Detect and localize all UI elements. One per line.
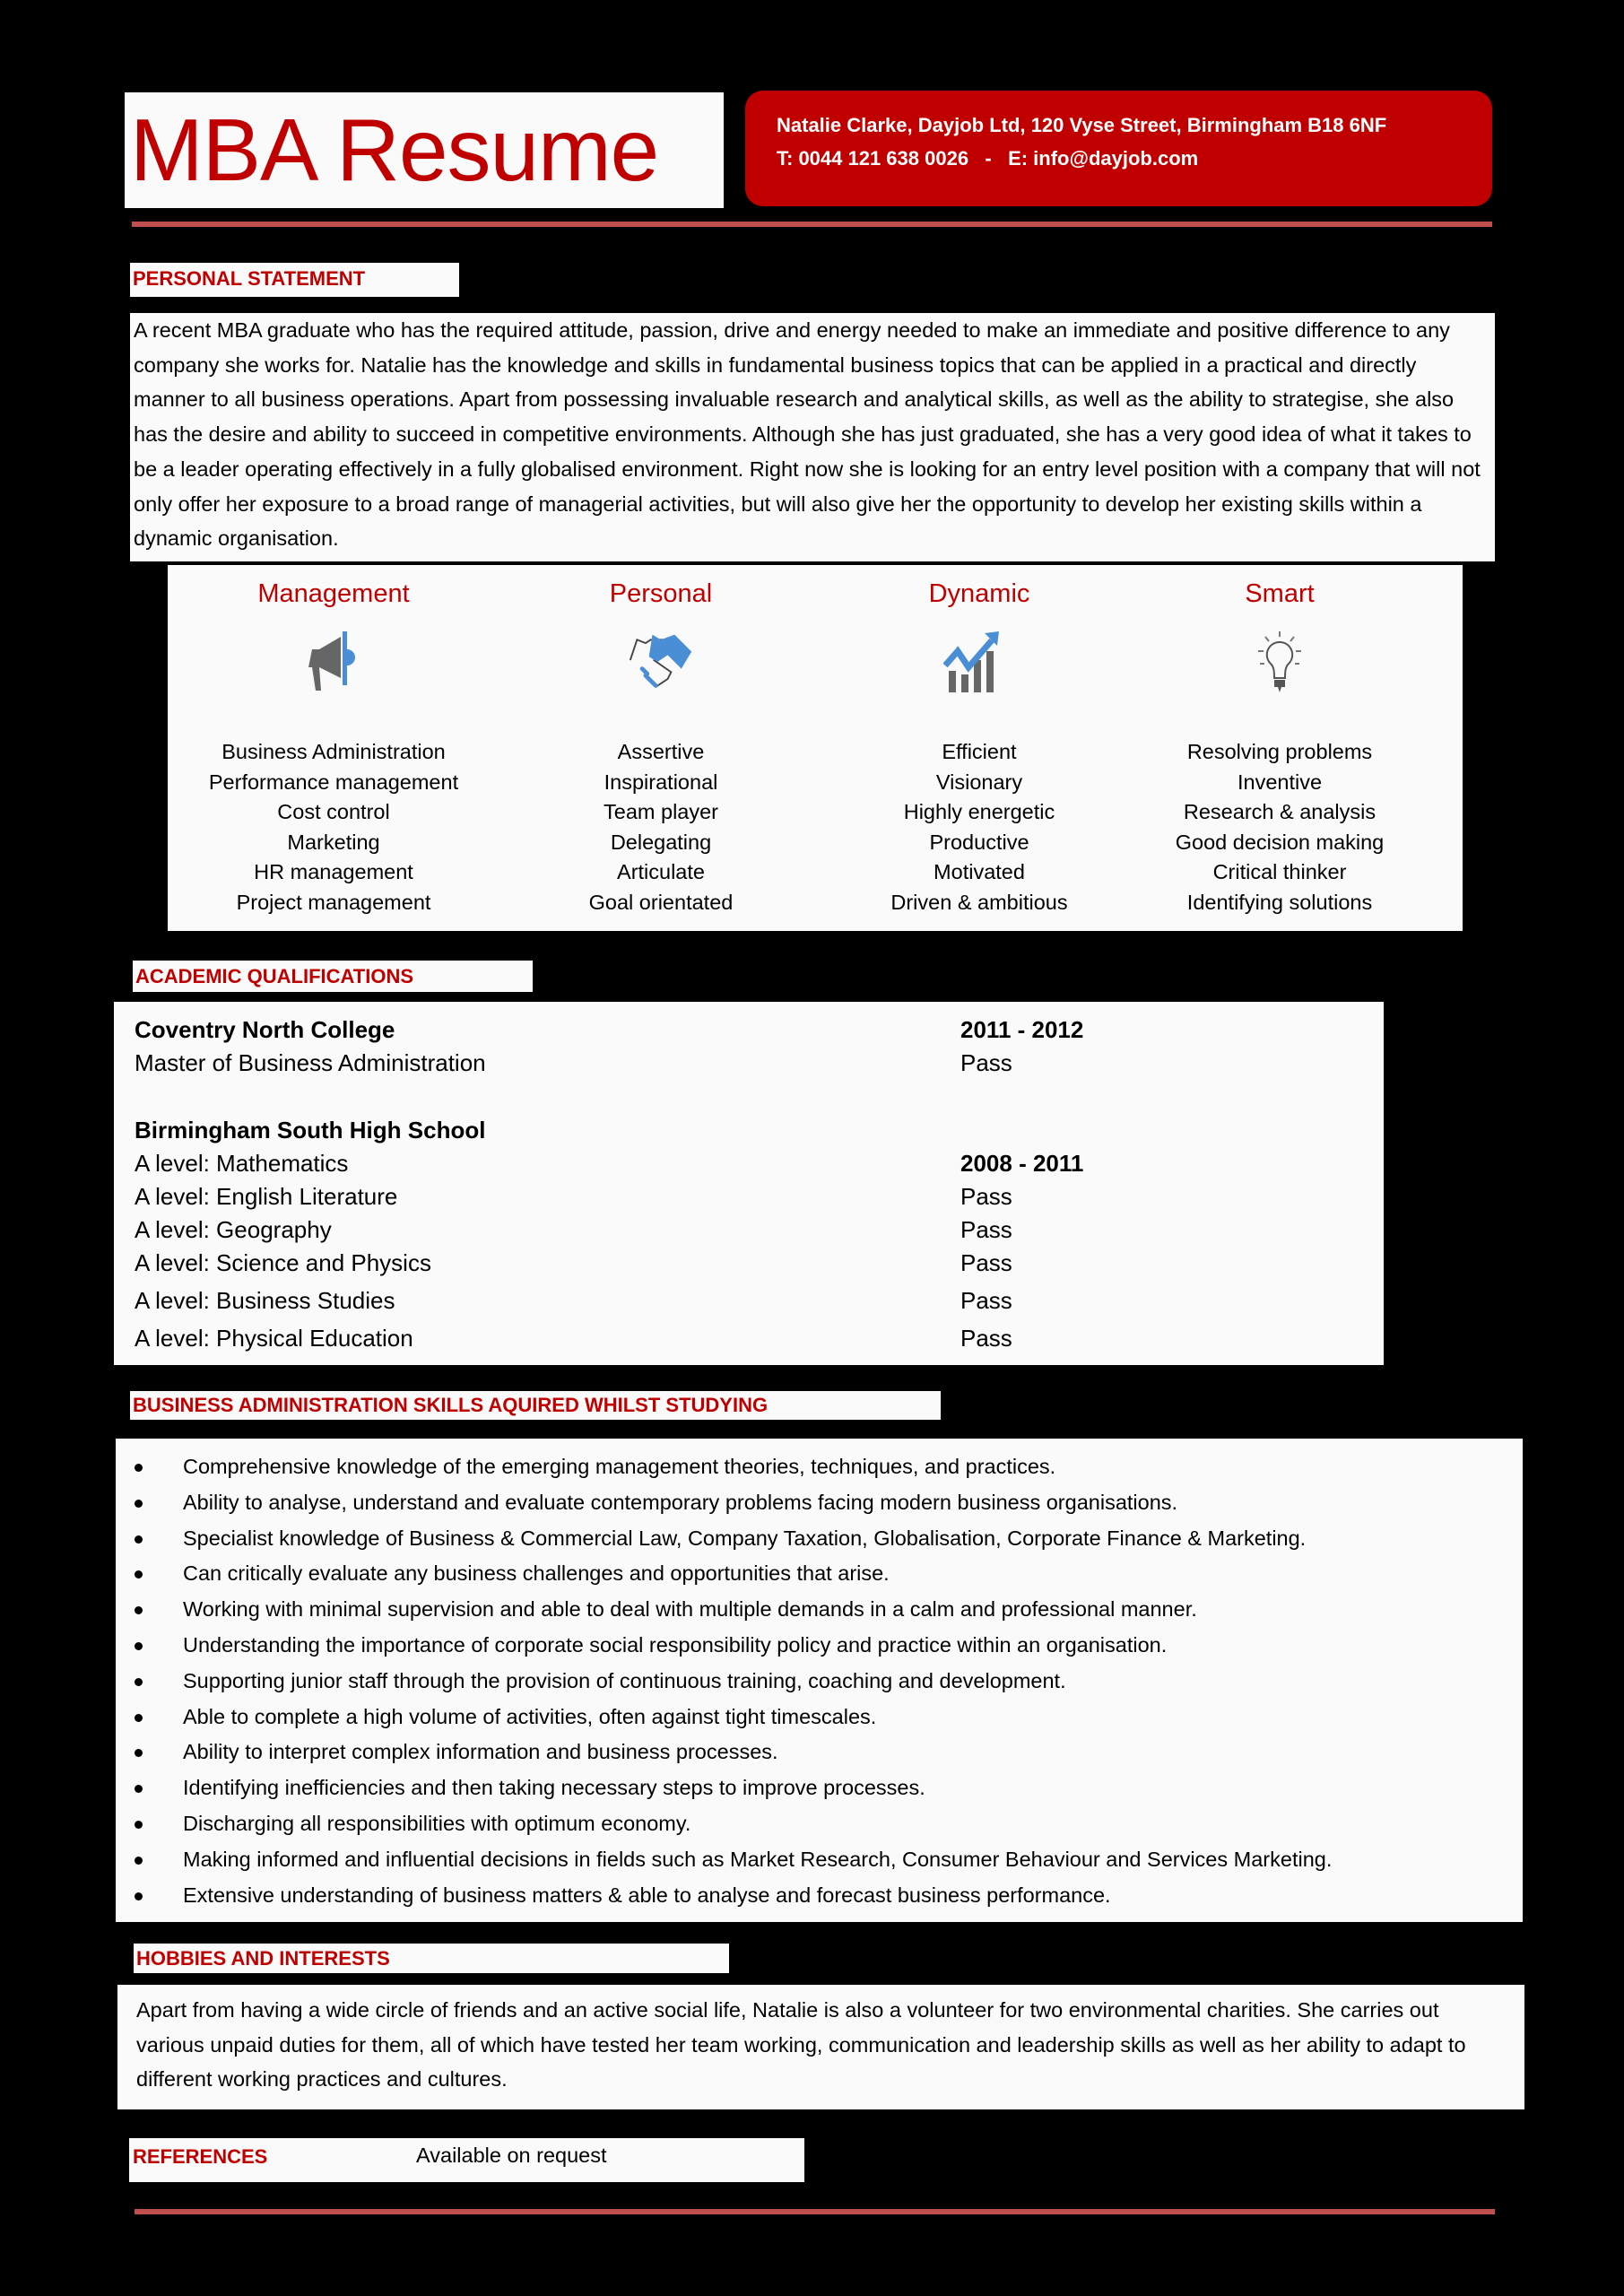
subject: A level: Business Studies <box>135 1287 395 1314</box>
contact-box <box>745 91 1492 206</box>
skill-item: Project management <box>236 890 431 914</box>
bullet-icon <box>135 1892 143 1900</box>
business-skills-panel <box>116 1439 1523 1922</box>
skill-item: Team player <box>604 800 718 823</box>
college-name: Coventry North College <box>135 1016 395 1043</box>
subject-result: Pass <box>960 1216 1012 1243</box>
bullet-icon <box>135 1464 143 1472</box>
college-years: 2011 - 2012 <box>960 1016 1084 1043</box>
skill-heading: Smart <box>1245 579 1315 608</box>
business-skill-item <box>116 1770 1332 1806</box>
skill-item: Inventive <box>1237 770 1323 794</box>
business-skill-item <box>116 1449 1332 1485</box>
degree-result: Pass <box>960 1049 1012 1076</box>
page-title: MBA Resume <box>130 100 659 199</box>
bullet-icon <box>135 1678 143 1686</box>
skill-item: Articulate <box>617 860 705 883</box>
skill-heading: Dynamic <box>928 579 1030 608</box>
skill-item: HR management <box>254 860 413 883</box>
bullet-icon <box>135 1570 143 1578</box>
skill-item: Highly energetic <box>903 800 1055 823</box>
references-label: REFERENCES <box>133 2145 268 2168</box>
bullet-icon <box>135 1500 143 1508</box>
subject-result: Pass <box>960 1325 1012 1352</box>
subject: A level: Physical Education <box>135 1325 413 1352</box>
subject-result: Pass <box>960 1249 1012 1276</box>
references-value: Available on request <box>416 2144 607 2167</box>
business-skill-item <box>116 1806 1332 1842</box>
skill-item: Performance management <box>208 770 459 794</box>
subject-result: Pass <box>960 1183 1012 1210</box>
skill-item: Goal orientated <box>588 890 734 914</box>
skill-item: Identifying solutions <box>1186 890 1373 914</box>
skill-item: Driven & ambitious <box>890 890 1068 914</box>
skill-item: Inspirational <box>604 770 718 794</box>
skill-heading: Personal <box>609 579 713 608</box>
skill-item: Delegating <box>610 830 712 854</box>
section-label-hobbies: HOBBIES AND INTERESTS <box>134 1944 729 1973</box>
bullet-icon <box>135 1857 143 1865</box>
subject: A level: Geography <box>135 1216 332 1243</box>
subject: A level: Mathematics <box>135 1150 349 1177</box>
business-skill-item <box>116 1521 1332 1557</box>
business-skill-text: Can critically evaluate any business challenges and opportunities that arise. <box>183 1561 890 1586</box>
skill-item: Business Administration <box>221 740 446 763</box>
business-skill-item <box>116 1842 1332 1878</box>
bullet-icon <box>135 1749 143 1757</box>
business-skill-item <box>116 1878 1332 1914</box>
bullet-icon <box>135 1714 143 1722</box>
section-label-personal-statement: PERSONAL STATEMENT <box>130 263 459 297</box>
divider <box>135 2209 1495 2214</box>
business-skill-item <box>116 1664 1332 1700</box>
bullet-icon <box>135 1785 143 1793</box>
contact-address: Natalie Clarke, Dayjob Ltd, 120 Vyse Street, Birmingham B18 6NF <box>777 114 1387 136</box>
skill-item: Good decision making <box>1175 830 1385 854</box>
business-skill-item <box>116 1700 1332 1735</box>
subject-result: Pass <box>960 1287 1012 1314</box>
skill-item: Research & analysis <box>1183 800 1376 823</box>
lightbulb-icon <box>1253 630 1307 694</box>
personal-statement-text: A recent MBA graduate who has the required attitude, passion, drive and energy needed to make an immediate and positive difference to any company she works for. Natalie has the knowledge and skills in fundamental business topics that can be applied in a practical and directly manner to all business operations. Apart from possessing invaluable research and analytical skills, as well as the ability to strategise, she also has the desire and ability to succeed in competitive environments. Although she has just graduated, she has a very good idea of what it takes to be a leader operating effectively in a fully globalised environment. Right now she is looking for an entry level position with a company that will not only offer her exposure to a broad range of managerial activities, but will also give her the opportunity to develop her existing skills within a dynamic organisation. <box>130 313 1495 561</box>
academic-panel <box>114 1002 1384 1365</box>
skill-item: Critical thinker <box>1212 860 1347 883</box>
business-skill-item <box>116 1556 1332 1592</box>
references-row <box>129 2138 804 2182</box>
growth-chart-icon <box>943 630 1015 694</box>
business-skill-text: Identifying inefficiencies and then taking necessary steps to improve processes. <box>183 1776 925 1800</box>
bullet-icon <box>135 1535 143 1544</box>
section-label-business-skills: BUSINESS ADMINISTRATION SKILLS AQUIRED WHILST STUDYING <box>130 1391 941 1420</box>
school-years: 2008 - 2011 <box>960 1150 1084 1177</box>
business-skill-text: Able to complete a high volume of activities, often against tight timescales. <box>183 1704 877 1728</box>
business-skill-text: Extensive understanding of business matters & able to analyse and forecast business performance. <box>183 1883 1111 1907</box>
hobbies-text: Apart from having a wide circle of friends and an active social life, Natalie is also a volunteer for two environmental charities. She carries out various unpaid duties for them, all of which have tested her team working, communication and leadership skills as well as her ability to adapt to different working practices and cultures. <box>117 1985 1524 2109</box>
skill-item: Productive <box>929 830 1029 854</box>
subject: A level: Science and Physics <box>135 1249 431 1276</box>
contact-phone-email: T: 0044 121 638 0026 - E: info@dayjob.com <box>777 147 1199 170</box>
business-skill-text: Ability to analyse, understand and evaluate contemporary problems facing modern business organisations. <box>183 1490 1178 1514</box>
business-skills-list <box>116 1449 1332 1913</box>
business-skill-text: Ability to interpret complex information and business processes. <box>183 1740 778 1764</box>
skill-item: Marketing <box>287 830 380 854</box>
business-skill-text: Working with minimal supervision and able to deal with multiple demands in a calm and professional manner. <box>183 1597 1197 1622</box>
business-skill-text: Discharging all responsibilities with optimum economy. <box>183 1811 691 1835</box>
skill-item: Visionary <box>935 770 1023 794</box>
handshake-icon <box>627 630 695 694</box>
section-label-academic: ACADEMIC QUALIFICATIONS <box>133 961 533 992</box>
business-skill-text: Specialist knowledge of Business & Commercial Law, Company Taxation, Globalisation, Corporate Finance & Marketing. <box>183 1526 1307 1550</box>
divider <box>132 222 1492 227</box>
business-skill-text: Comprehensive knowledge of the emerging management theories, techniques, and practices. <box>183 1455 1056 1478</box>
bullet-icon <box>135 1821 143 1829</box>
skills-panel <box>168 565 1463 931</box>
school-name: Birmingham South High School <box>135 1117 486 1144</box>
megaphone-icon <box>307 630 360 694</box>
business-skill-text: Understanding the importance of corporate social responsibility policy and practice within an organisation. <box>183 1632 1168 1657</box>
skill-item: Resolving problems <box>1186 740 1373 763</box>
business-skill-item <box>116 1485 1332 1521</box>
skill-heading: Management <box>257 579 410 608</box>
degree: Master of Business Administration <box>135 1049 486 1076</box>
bullet-icon <box>135 1606 143 1614</box>
business-skill-item <box>116 1592 1332 1628</box>
subject: A level: English Literature <box>135 1183 398 1210</box>
skill-item: Cost control <box>277 800 390 823</box>
skill-item: Assertive <box>617 740 705 763</box>
title-box <box>125 92 724 208</box>
skill-item: Motivated <box>934 860 1025 883</box>
business-skill-text: Supporting junior staff through the provision of continuous training, coaching and development. <box>183 1668 1066 1692</box>
business-skill-item <box>116 1735 1332 1770</box>
business-skill-item <box>116 1628 1332 1664</box>
business-skill-text: Making informed and influential decisions in fields such as Market Research, Consumer Behaviour and Services Marketing. <box>183 1847 1333 1871</box>
skill-item: Efficient <box>942 740 1017 763</box>
bullet-icon <box>135 1642 143 1650</box>
